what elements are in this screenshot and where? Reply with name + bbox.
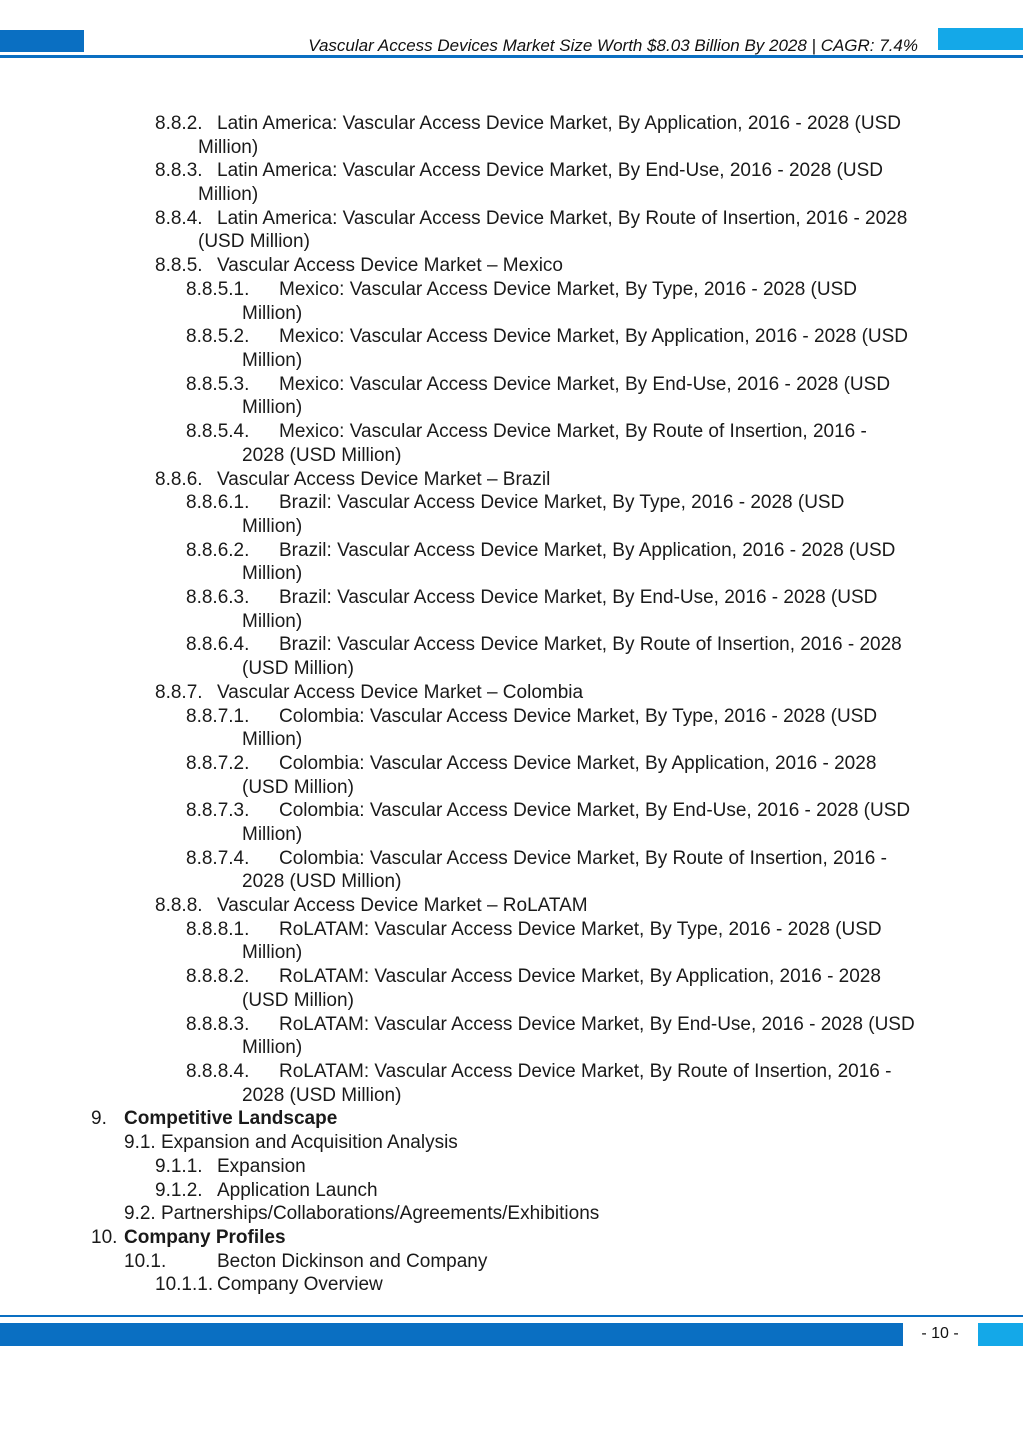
toc-entry-title: Brazil: Vascular Access Device Market, By Application, 2016 - 2028 (USD [279,539,896,561]
toc-entry-title: Becton Dickinson and Company [217,1250,488,1272]
toc-entry-title: Vascular Access Device Market – Colombia [217,681,584,703]
toc-entry-title: Brazil: Vascular Access Device Market, By Route of Insertion, 2016 - 2028 [279,634,902,656]
toc-entry-number: 8.8.7.1. [186,705,250,727]
toc-entry-continuation: (USD Million) [242,776,354,798]
toc-entry-title: RoLATAM: Vascular Access Device Market, By Application, 2016 - 2028 [279,966,881,988]
toc-entry-number: 8.8.3. [155,160,203,182]
toc-entry-title: Expansion [217,1155,306,1177]
toc-entry-title: Mexico: Vascular Access Device Market, By Type, 2016 - 2028 (USD [279,278,857,300]
toc-entry-title: Latin America: Vascular Access Device Market, By End-Use, 2016 - 2028 (USD [217,160,883,182]
toc-entry-number: 8.8.8. [155,895,203,917]
toc-entry-number: 8.8.6.3. [186,587,250,608]
toc-entry-continuation: Million) [242,610,303,632]
toc-entry-number: 9.2. [124,1203,156,1225]
toc-entry-number: 10.1. [124,1250,167,1272]
toc-entry-continuation: Million) [242,302,303,324]
toc-entry-number: 8.8.7.3. [186,800,250,822]
toc-entry-number: 8.8.4. [155,207,203,229]
toc-entry-continuation: (USD Million) [242,658,354,680]
toc-entry-title: Colombia: Vascular Access Device Market, By Route of Insertion, 2016 - [279,847,887,869]
toc-entry-number: 8.8.8.4. [186,1061,250,1082]
toc-entry-number: 8.8.7.4. [186,847,250,869]
toc-entry-title: RoLATAM: Vascular Access Device Market, By End-Use, 2016 - 2028 (USD [279,1013,915,1035]
toc-entry-continuation: Million) [198,136,259,158]
toc-entry-continuation: Million) [242,397,303,419]
toc-entry-continuation: (USD Million) [242,989,354,1011]
toc-entry-number: 9. [91,1108,107,1130]
toc-entry-continuation: 2028 (USD Million) [242,1084,402,1106]
footer-rule [0,1315,1023,1317]
toc-entry-number: 9.1. [124,1132,156,1154]
toc-entry-number: 9.1.1. [155,1155,203,1177]
toc-entry-title: Expansion and Acquisition Analysis [161,1132,458,1154]
toc-entry-continuation: Million) [242,729,303,751]
toc-entry-title: Mexico: Vascular Access Device Market, By Application, 2016 - 2028 (USD [279,326,909,348]
toc-entry-continuation: Million) [242,515,303,537]
toc-entry-title: Brazil: Vascular Access Device Market, By End-Use, 2016 - 2028 (USD [279,587,878,608]
toc-entry-title: Competitive Landscape [124,1108,338,1130]
toc-entry-number: 8.8.2. [155,113,203,134]
toc-entry-number: 8.8.6. [155,468,203,490]
toc-entry-number: 8.8.5. [155,255,203,277]
toc-entry-title: RoLATAM: Vascular Access Device Market, By Route of Insertion, 2016 - [279,1061,892,1082]
toc-entry-number: 8.8.6.1. [186,492,250,514]
header-accent-left [0,30,84,52]
toc-entry-number: 8.8.5.2. [186,326,250,348]
toc-entry-title: Colombia: Vascular Access Device Market, By Type, 2016 - 2028 (USD [279,705,878,727]
toc-entry-number: 8.8.5.3. [186,373,250,395]
toc-entry-continuation: Million) [242,942,303,964]
toc-entry-title: RoLATAM: Vascular Access Device Market, By Type, 2016 - 2028 (USD [279,918,882,940]
toc-entry-title: Mexico: Vascular Access Device Market, By Route of Insertion, 2016 - [279,421,867,443]
toc-entry-number: 8.8.8.2. [186,966,250,988]
header-title: Vascular Access Devices Market Size Worth $8.03 Billion By 2028 | CAGR: 7.4% [308,36,918,55]
toc-entry-number: 10.1.1. [155,1274,214,1296]
toc-entry-number: 8.8.8.3. [186,1013,250,1035]
toc-entry-title: Vascular Access Device Market – Brazil [217,468,551,490]
toc-entry-continuation: Million) [242,823,303,845]
toc-entry-title: Mexico: Vascular Access Device Market, By End-Use, 2016 - 2028 (USD [279,373,891,395]
toc-entry-title: Vascular Access Device Market – Mexico [217,255,563,277]
toc-entry-title: Brazil: Vascular Access Device Market, By Type, 2016 - 2028 (USD [279,492,845,514]
header-rule [0,55,1023,58]
toc-entry-number: 8.8.5.1. [186,278,250,300]
toc-entry-title: Colombia: Vascular Access Device Market, By Application, 2016 - 2028 [279,752,877,774]
toc-entry-number: 10. [91,1226,118,1248]
header-accent-right [938,28,1023,50]
toc-entry-title: Company Overview [217,1274,383,1296]
toc-entry-continuation: (USD Million) [198,231,310,253]
toc-entry-continuation: Million) [242,563,303,585]
footer-bar [0,1323,903,1346]
toc-entry-number: 8.8.7.2. [186,752,250,774]
toc-entry-continuation: 2028 (USD Million) [242,871,402,893]
toc-entry-continuation: 2028 (USD Million) [242,444,402,466]
toc-entry-number: 8.8.6.4. [186,634,250,656]
toc-entry-title: Application Launch [217,1179,378,1201]
toc-entry-title: Vascular Access Device Market – RoLATAM [217,895,588,917]
toc-entry-continuation: Million) [242,1037,303,1059]
toc-entry-number: 9.1.2. [155,1179,203,1201]
page-number: - 10 - [921,1325,959,1342]
toc-entry-title: Colombia: Vascular Access Device Market, By End-Use, 2016 - 2028 (USD [279,800,911,822]
toc-entry-title: Latin America: Vascular Access Device Market, By Route of Insertion, 2016 - 2028 [217,207,908,229]
toc-entry-number: 8.8.6.2. [186,539,250,561]
toc-entry-continuation: Million) [242,349,303,371]
toc-entry-continuation: Million) [198,184,259,206]
toc-entry-title: Company Profiles [124,1226,286,1248]
toc-entry-number: 8.8.5.4. [186,421,250,443]
toc-entry-title: Partnerships/Collaborations/Agreements/Exhibitions [161,1203,600,1225]
toc-entry-title: Latin America: Vascular Access Device Market, By Application, 2016 - 2028 (USD [217,113,901,134]
toc-entry-number: 8.8.7. [155,681,203,703]
footer-accent-right [978,1323,1023,1346]
toc-entry-number: 8.8.8.1. [186,918,250,940]
